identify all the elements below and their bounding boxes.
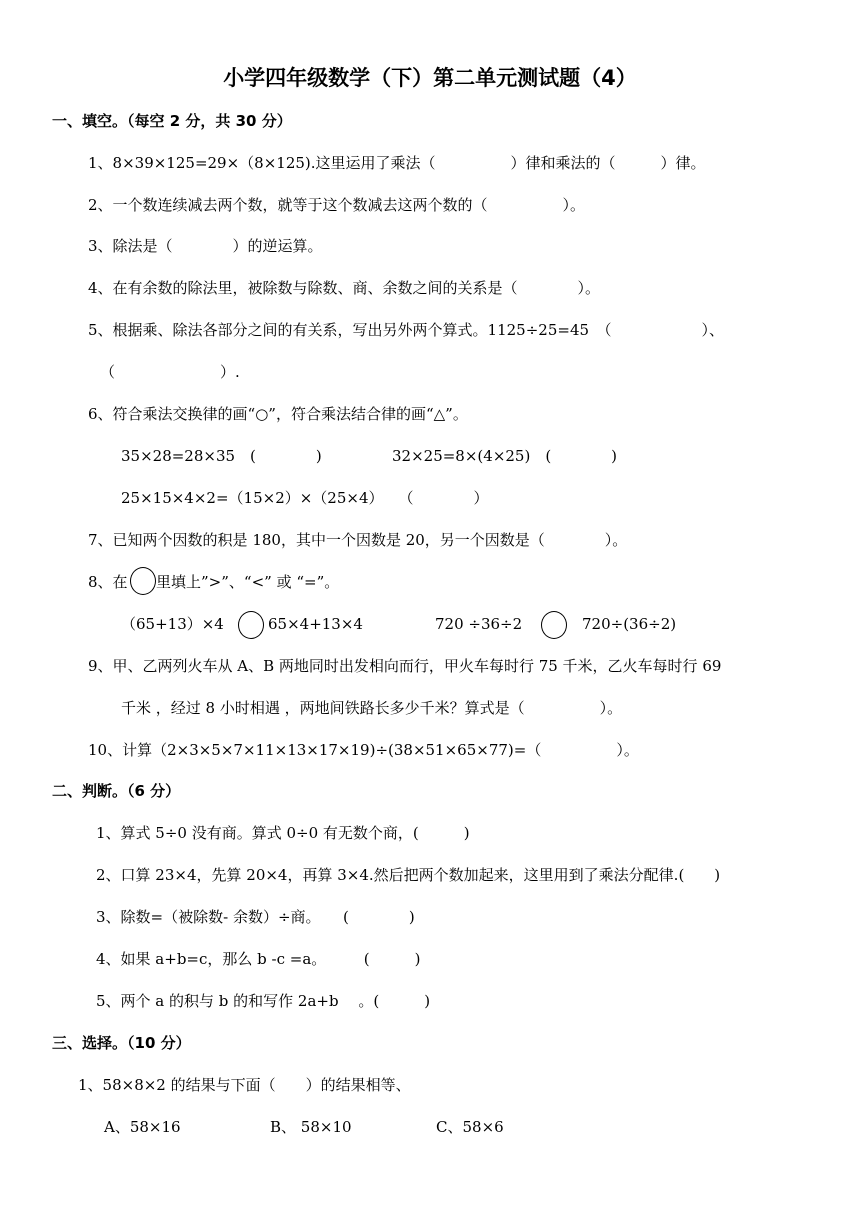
question-1-2: 2、一个数连续减去两个数，就等于这个数减去这两个数的（ ）。 xyxy=(88,196,586,214)
question-1-4: 4、在有余数的除法里，被除数与除数、商、余数之间的关系是（ ）。 xyxy=(88,279,601,297)
question-1-8-expr-b-left: 720 ÷36÷2 xyxy=(435,615,523,633)
question-1-7: 7、已知两个因数的积是 180，其中一个因数是 20，另一个因数是（ ）。 xyxy=(88,531,628,549)
question-1-3: 3、除法是（ ）的逆运算。 xyxy=(88,237,323,255)
question-1-8-suffix: 里填上”>”、“<” 或 “=”。 xyxy=(156,573,340,591)
question-1-8-prefix: 8、在 xyxy=(88,573,128,591)
question-1-1: 1、8×39×125=29×（8×125).这里运用了乘法（ ）律和乘法的（ ）律。 xyxy=(88,154,706,172)
question-1-8-expr-a-left: （65+13）×4 xyxy=(121,615,224,633)
question-1-8-expr-b-right: 720÷(36÷2) xyxy=(582,615,677,633)
section-1-heading: 一、填空。（每空 2 分，共 30 分） xyxy=(52,112,292,130)
judge-5: 5、两个 a 的积与 b 的和写作 2a+b 。( ) xyxy=(96,992,431,1010)
question-1-5-line-2: （ ）. xyxy=(100,363,240,381)
question-1-6: 6、符合乘法交换律的画“○”，符合乘法结合律的画“△”。 xyxy=(88,405,468,423)
question-1-6-expr-b: 32×25=8×(4×25) ( ) xyxy=(392,447,618,465)
compare-circle-a[interactable] xyxy=(238,611,264,639)
judge-2: 2、口算 23×4，先算 20×4，再算 3×4.然后把两个数加起来，这里用到了乘法分配律.( ) xyxy=(96,866,721,884)
question-1-5-line-1: 5、根据乘、除法各部分之间的有关系，写出另外两个算式。1125÷25=45 （ ）、 xyxy=(88,321,725,339)
question-1-9-line-2: 千米 ，经过 8 小时相遇 ，两地间铁路长多少千米？算式是（ ）。 xyxy=(121,699,623,717)
question-1-6-expr-a: 35×28=28×35 ( ) xyxy=(121,447,322,465)
section-2-heading: 二、判断。（6 分） xyxy=(52,782,181,800)
choice-option-b[interactable]: B、 58×10 xyxy=(270,1118,352,1136)
compare-circle-b[interactable] xyxy=(541,611,567,639)
question-1-9-line-1: 9、甲、乙两列火车从 A、B 两地同时出发相向而行，甲火车每时行 75 千米，乙火车每时行 69 xyxy=(88,657,722,675)
compare-circle-icon xyxy=(130,567,156,595)
judge-4: 4、如果 a+b=c，那么 b -c =a。 ( ) xyxy=(96,950,421,968)
question-1-10: 10、计算（2×3×5×7×11×13×17×19)÷(38×51×65×77)=（ ）。 xyxy=(88,741,639,759)
judge-3: 3、除数=（被除数- 余数）÷商。 ( ) xyxy=(96,908,415,926)
choice-question-1: 1、58×8×2 的结果与下面（ ）的结果相等、 xyxy=(78,1076,411,1094)
judge-1: 1、算式 5÷0 没有商。算式 0÷0 有无数个商，( ) xyxy=(96,824,470,842)
page-title: 小学四年级数学（下）第二单元测试题（4） xyxy=(223,66,637,90)
question-1-6-expr-c: 25×15×4×2=（15×2）×（25×4） （ ） xyxy=(121,489,489,507)
choice-option-a[interactable]: A、58×16 xyxy=(104,1118,181,1136)
question-1-8-expr-a-right: 65×4+13×4 xyxy=(268,615,363,633)
section-3-heading: 三、选择。（10 分） xyxy=(52,1034,191,1052)
choice-option-c[interactable]: C、58×6 xyxy=(436,1118,504,1136)
